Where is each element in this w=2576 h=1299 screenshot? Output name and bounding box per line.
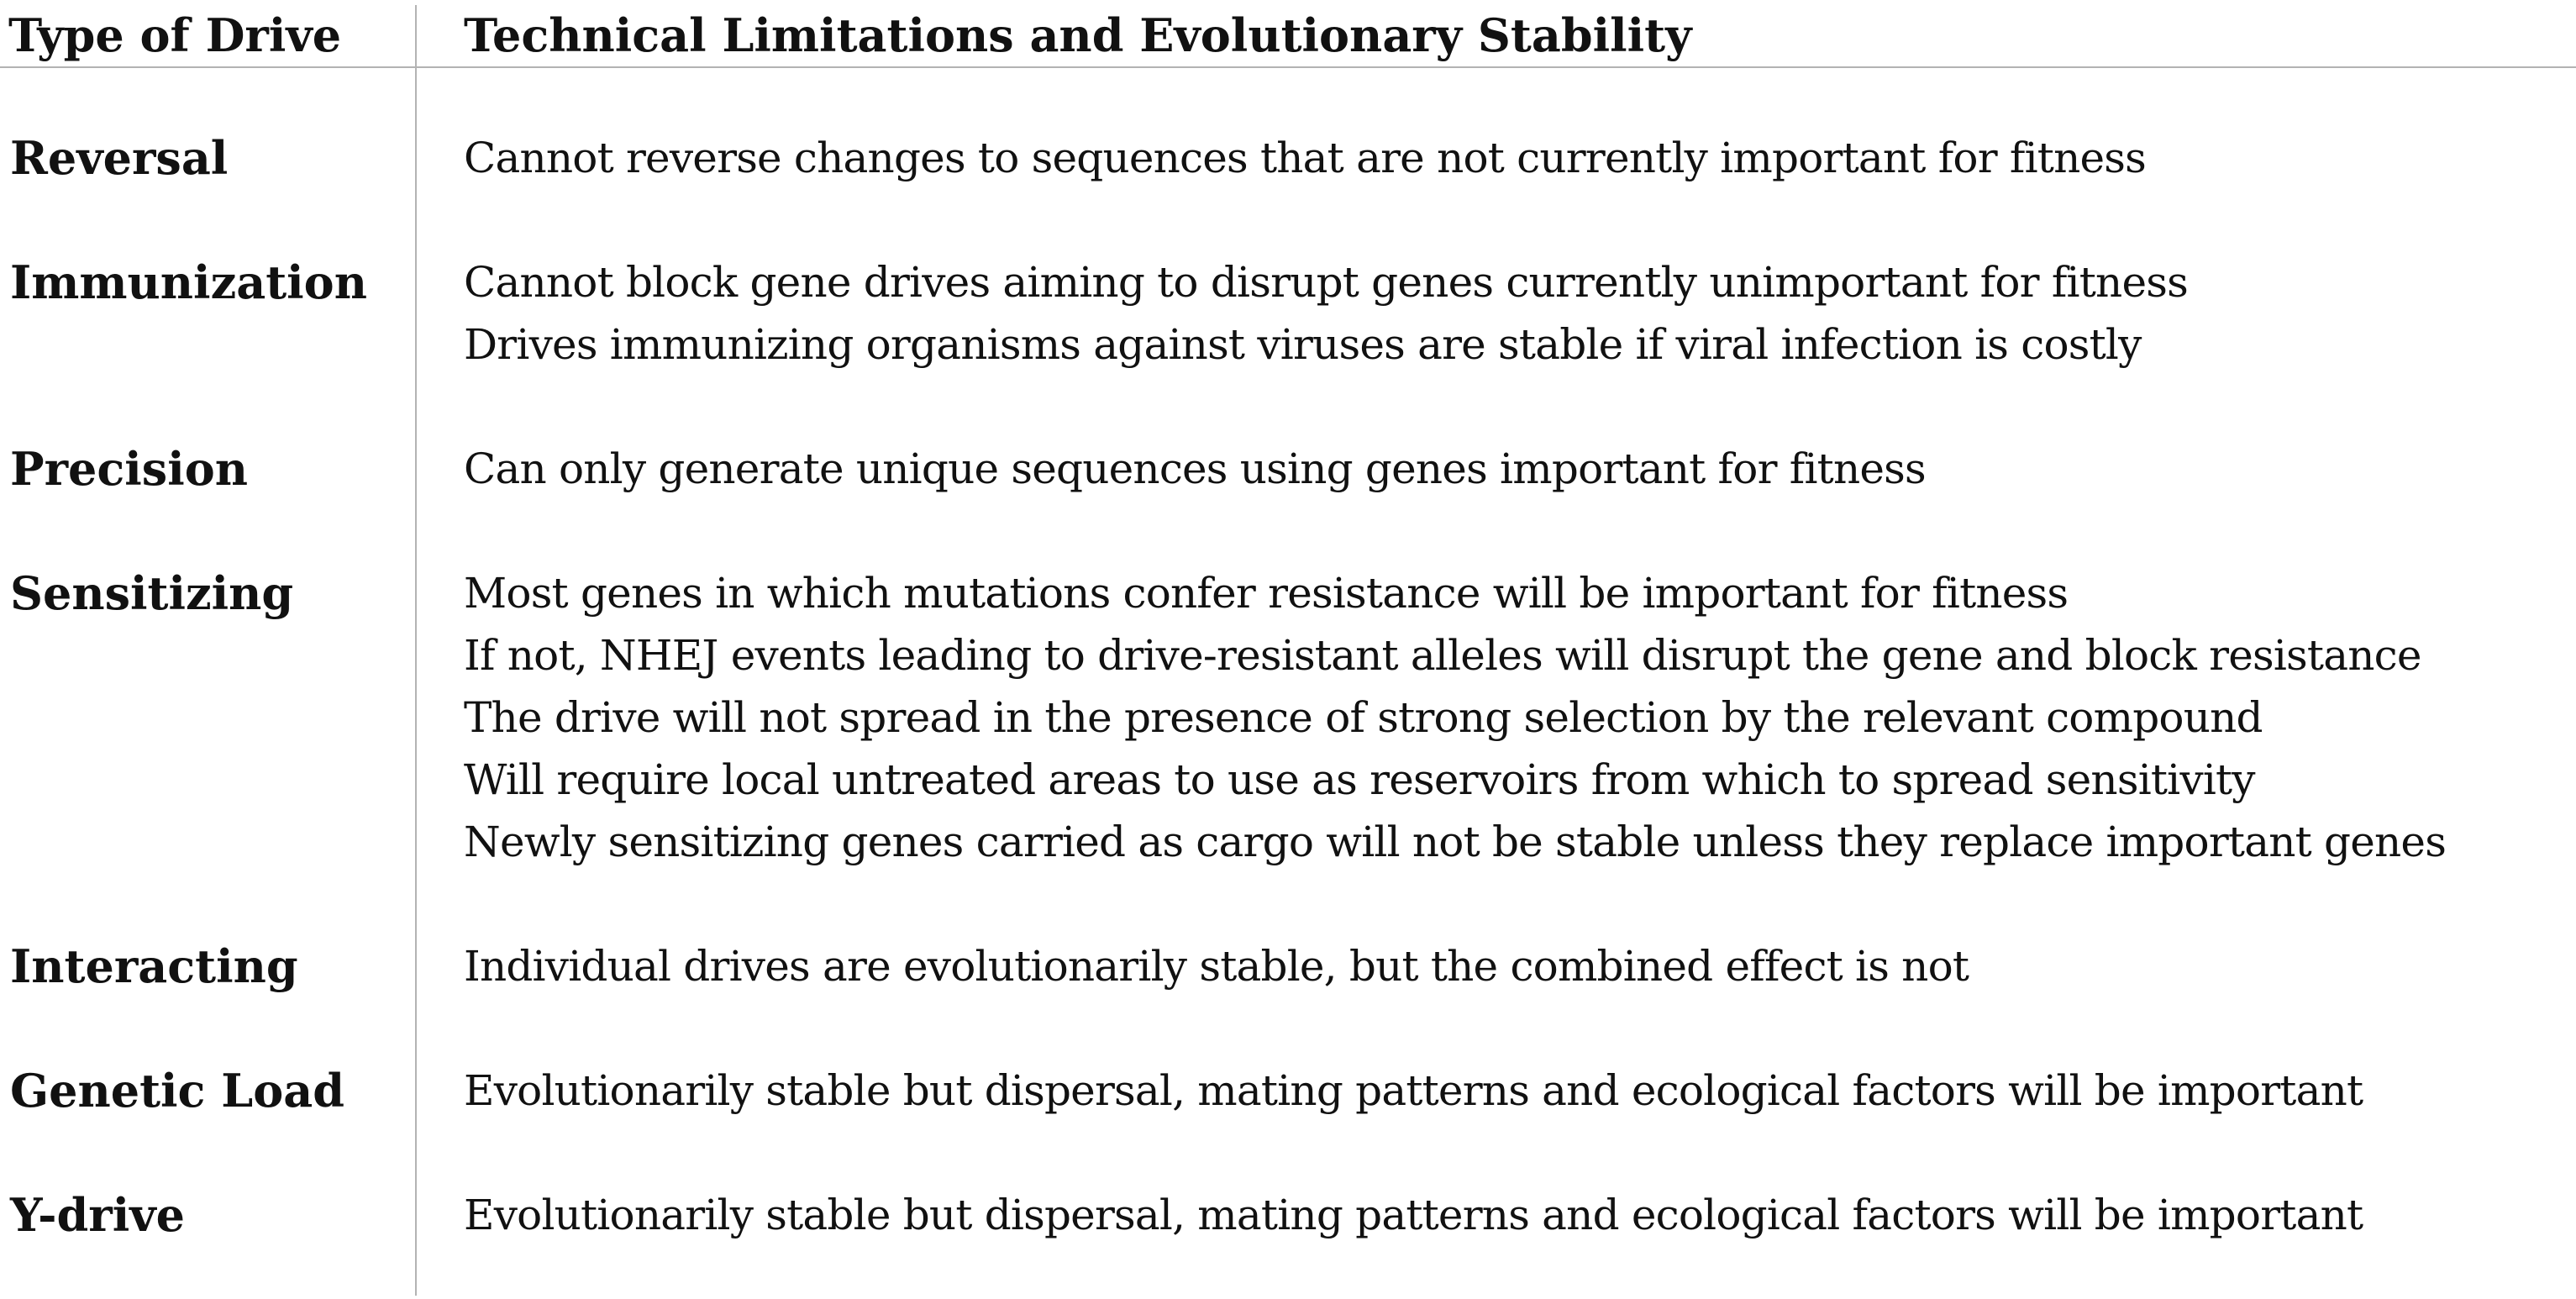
limitation-line: Evolutionarily stable but dispersal, mating patterns and ecological factors will be important: [464, 1191, 2363, 1239]
limitation-line: Evolutionarily stable but dispersal, mating patterns and ecological factors will be important: [464, 1066, 2363, 1115]
limitation-line: Will require local untreated areas to use as reservoirs from which to spread sensitivity: [464, 755, 2255, 804]
limitations-cell: [464, 935, 1969, 997]
drive-type-label: Immunization: [10, 255, 367, 309]
limitation-line: Cannot block gene drives aiming to disrupt genes currently unimportant for fitness: [464, 258, 2188, 307]
limitation-line: Most genes in which mutations confer resistance will be important for fitness: [464, 569, 2069, 618]
drive-type-label: Interacting: [10, 939, 298, 993]
drive-type-label: Precision: [10, 442, 248, 496]
drive-type-label: Sensitizing: [10, 566, 294, 620]
limitations-cell: [464, 1060, 2363, 1122]
limitations-cell: [464, 438, 1926, 500]
header-limitations: Technical Limitations and Evolutionary Stability: [464, 8, 1692, 62]
header-divider: [0, 66, 2576, 68]
drive-type-label: Y-drive: [10, 1188, 185, 1242]
drive-type-label: Genetic Load: [10, 1064, 344, 1118]
limitation-line: Cannot reverse changes to sequences that are not currently important for fitness: [464, 134, 2146, 182]
limitations-cell: [464, 127, 2146, 189]
drive-type-label: Reversal: [10, 131, 229, 185]
limitation-line: Newly sensitizing genes carried as cargo will not be stable unless they replace important genes: [464, 818, 2447, 866]
column-divider: [415, 5, 417, 1296]
limitations-cell: [464, 251, 2188, 376]
limitation-line: If not, NHEJ events leading to drive-resistant alleles will disrupt the gene and block resistance: [464, 631, 2421, 680]
limitation-line: Drives immunizing organisms against viruses are stable if viral infection is costly: [464, 320, 2142, 369]
header-type-of-drive: Type of Drive: [8, 8, 342, 62]
limitations-cell: [464, 1184, 2363, 1246]
limitation-line: Can only generate unique sequences using genes important for fitness: [464, 444, 1926, 493]
limitation-line: The drive will not spread in the presence of strong selection by the relevant compound: [464, 693, 2263, 742]
limitations-cell: [464, 562, 2446, 873]
limitation-line: Individual drives are evolutionarily stable, but the combined effect is not: [464, 942, 1969, 991]
